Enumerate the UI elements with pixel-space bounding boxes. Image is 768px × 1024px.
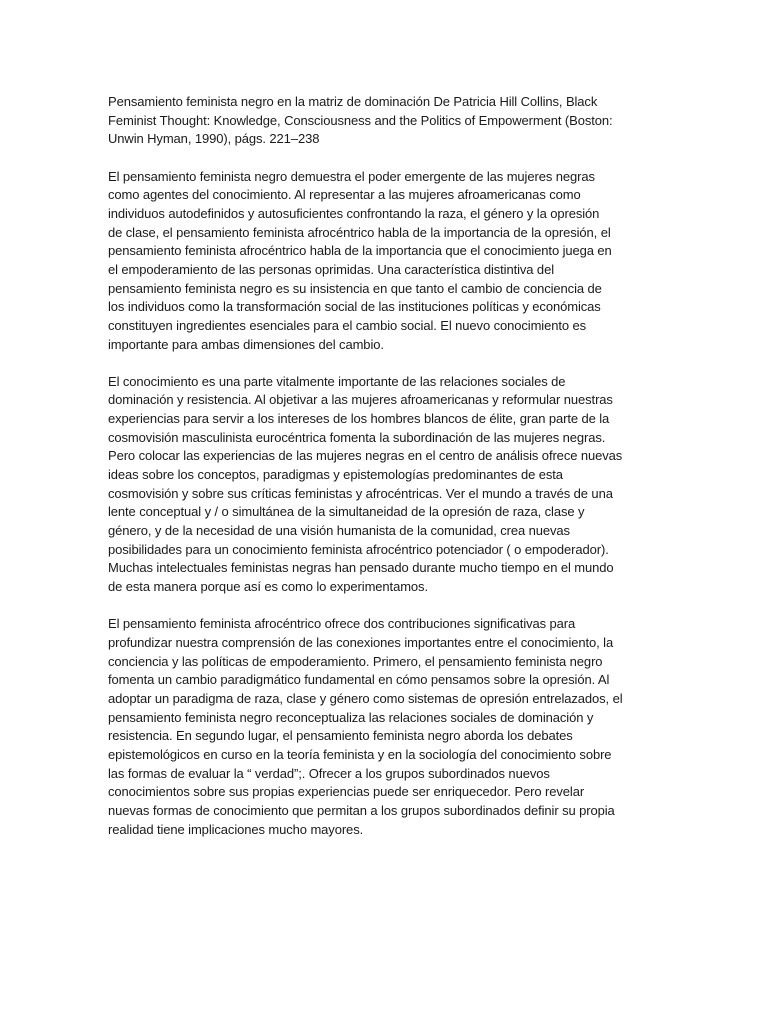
text-line: adoptar un paradigma de raza, clase y género como sistemas de opresión entrelazados, el bbox=[108, 690, 623, 706]
text-line: lente conceptual y / o simultánea de la simultaneidad de la opresión de raza, clase y bbox=[108, 504, 585, 520]
text-line: de esta manera porque así es como lo experimentamos. bbox=[108, 579, 428, 595]
text-line: profundizar nuestra comprensión de las conexiones importantes entre el conocimiento, la bbox=[108, 634, 614, 650]
body-paragraph-3 bbox=[108, 615, 668, 839]
text-line: Feminist Thought: Knowledge, Consciousness and the Politics of Empowerment (Boston: bbox=[108, 112, 613, 128]
text-line: experiencias para servir a los intereses de los hombres blancos de élite, gran parte de la bbox=[108, 411, 610, 427]
text-line: constituyen ingredientes esenciales para el cambio social. El nuevo conocimiento es bbox=[108, 317, 587, 333]
text-line: conciencia y las políticas de empoderamiento. Primero, el pensamiento feminista negro bbox=[108, 653, 603, 669]
text-line: el empoderamiento de las personas oprimidas. Una característica distintiva del bbox=[108, 261, 554, 277]
text-line: cosmovisión masculinista eurocéntrica fomenta la subordinación de las mujeres negras. bbox=[108, 429, 606, 445]
text-line: pensamiento feminista afrocéntrico habla de la importancia que el conocimiento juega en bbox=[108, 243, 612, 259]
text-line: nuevas formas de conocimiento que permitan a los grupos subordinados definir su propia bbox=[108, 802, 615, 818]
text-line: dominación y resistencia. Al objetivar a las mujeres afroamericanas y reformular nuestras bbox=[108, 392, 613, 408]
text-line: pensamiento feminista negro es su insistencia en que tanto el cambio de conciencia de bbox=[108, 280, 602, 296]
text-line: epistemológicos en curso en la teoría feminista y en la sociología del conocimiento sobre bbox=[108, 746, 612, 762]
text-line: de clase, el pensamiento feminista afrocéntrico habla de la importancia de la opresión, el bbox=[108, 224, 611, 240]
text-line: resistencia. En segundo lugar, el pensamiento feminista negro aborda los debates bbox=[108, 728, 573, 744]
text-line: ideas sobre los conceptos, paradigmas y epistemologías predominantes de esta bbox=[108, 467, 563, 483]
document-page bbox=[108, 93, 668, 858]
text-line: importante para ambas dimensiones del cambio. bbox=[108, 336, 384, 352]
text-line: realidad tiene implicaciones mucho mayores. bbox=[108, 821, 364, 837]
text-line: El conocimiento es una parte vitalmente importante de las relaciones sociales de bbox=[108, 373, 566, 389]
text-line: género, y de la necesidad de una visión humanista de la comunidad, crea nuevas bbox=[108, 523, 570, 539]
text-line: posibilidades para un conocimiento feminista afrocéntrico potenciador ( o empoderador). bbox=[108, 541, 609, 557]
text-line: las formas de evaluar la “ verdad”;. Ofrecer a los grupos subordinados nuevos bbox=[108, 765, 550, 781]
body-paragraph-2 bbox=[108, 373, 668, 597]
text-line: conocimientos sobre sus propias experiencias puede ser enriquecedor. Pero revelar bbox=[108, 784, 585, 800]
text-line: como agentes del conocimiento. Al representar a las mujeres afroamericanas como bbox=[108, 187, 581, 203]
text-line: individuos autodefinidos y autosuficientes confrontando la raza, el género y la opresión bbox=[108, 205, 600, 221]
text-line: Pensamiento feminista negro en la matriz de dominación De Patricia Hill Collins, Black bbox=[108, 94, 598, 109]
text-line: fomenta un cambio paradigmático fundamental en cómo pensamos sobre la opresión. Al bbox=[108, 672, 610, 688]
text-line: cosmovisión y sobre sus críticas feministas y afrocéntricas. Ver el mundo a través de una bbox=[108, 485, 613, 501]
body-paragraph-1 bbox=[108, 168, 668, 355]
text-line: El pensamiento feminista afrocéntrico ofrece dos contribuciones significativas para bbox=[108, 616, 576, 632]
text-line: Muchas intelectuales feministas negras han pensado durante mucho tiempo en el mundo bbox=[108, 560, 614, 576]
text-line: El pensamiento feminista negro demuestra el poder emergente de las mujeres negras bbox=[108, 168, 595, 184]
text-line: Pero colocar las experiencias de las mujeres negras en el centro de análisis ofrece nuevas bbox=[108, 448, 623, 464]
text-line: Unwin Hyman, 1990), págs. 221–238 bbox=[108, 131, 320, 147]
text-line: pensamiento feminista negro reconceptualiza las relaciones sociales de dominación y bbox=[108, 709, 594, 725]
citation-paragraph bbox=[108, 93, 668, 149]
text-line: los individuos como la transformación social de las instituciones políticas y económicas bbox=[108, 299, 601, 315]
